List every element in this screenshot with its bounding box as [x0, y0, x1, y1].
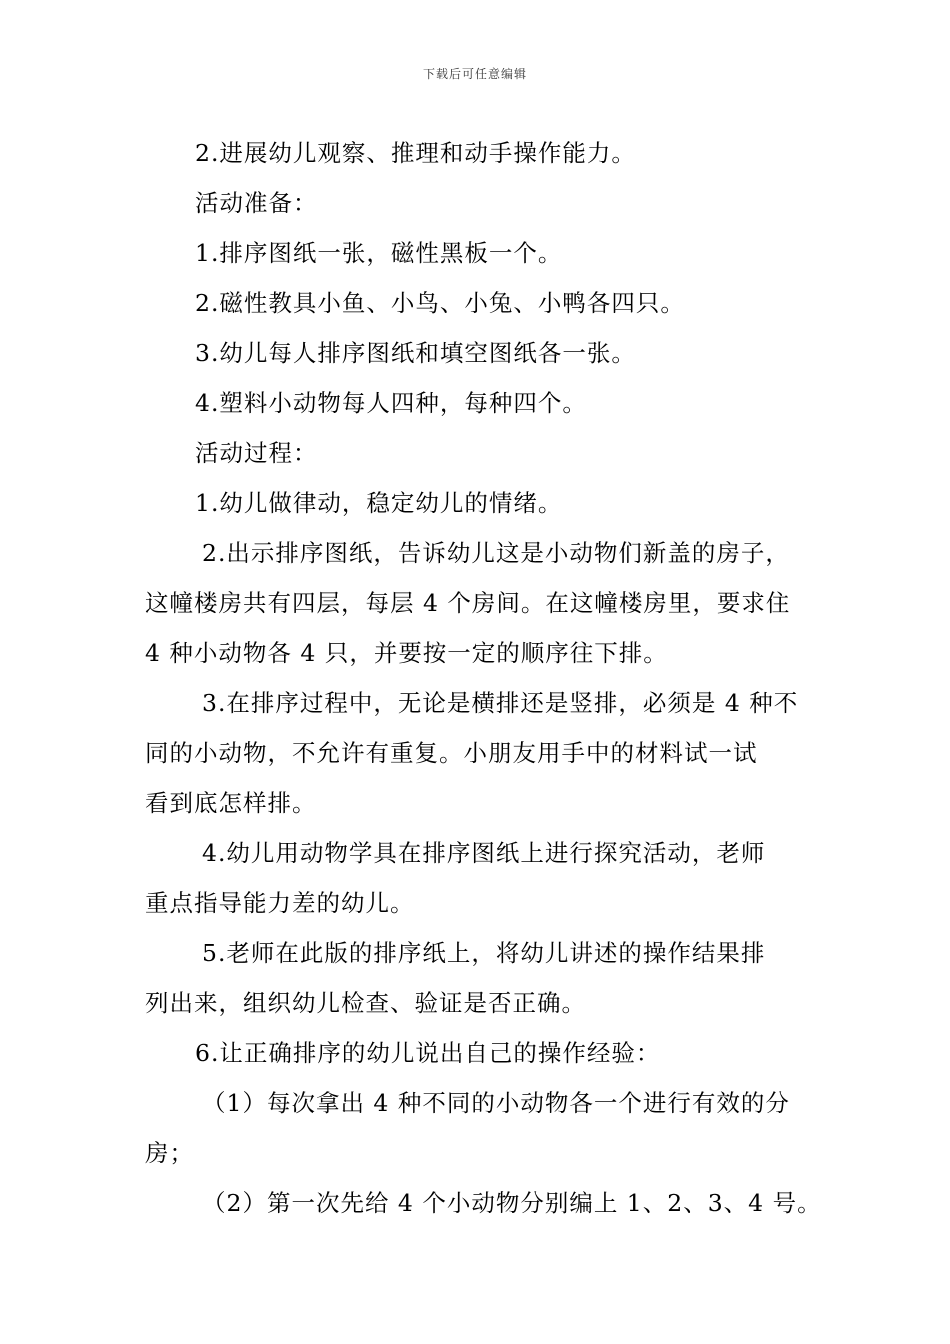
paragraph-line: 同的小动物，不允许有重复。小朋友用手中的材料试一试 [145, 739, 758, 767]
paragraph-line: （2）第一次先给 4 个小动物分别编上 1、2、3、4 号。 [202, 1189, 822, 1217]
paragraph-line: 房； [145, 1139, 194, 1167]
paragraph-line: 重点指导能力差的幼儿。 [145, 889, 415, 917]
paragraph-line: （1）每次拿出 4 种不同的小动物各一个进行有效的分 [202, 1089, 790, 1117]
paragraph-line: 3.在排序过程中，无论是横排还是竖排，必须是 4 种不 [202, 689, 799, 717]
section-heading: 活动过程： [195, 439, 318, 467]
paragraph-line: 1.幼儿做律动，稳定幼儿的情绪。 [195, 489, 563, 517]
paragraph-line: 6.让正确排序的幼儿说出自己的操作经验： [195, 1039, 661, 1067]
paragraph-line: 这幢楼房共有四层，每层 4 个房间。在这幢楼房里，要求住 [145, 589, 791, 617]
paragraph-line: 1.排序图纸一张，磁性黑板一个。 [195, 239, 563, 267]
paragraph-line: 2.出示排序图纸，告诉幼儿这是小动物们新盖的房子， [202, 539, 790, 567]
paragraph-line: 看到底怎样排。 [145, 789, 317, 817]
page-header: 下载后可任意编辑 [422, 67, 527, 81]
paragraph-line: 5.老师在此版的排序纸上，将幼儿讲述的操作结果排 [202, 939, 766, 967]
paragraph-line: 2.进展幼儿观察、推理和动手操作能力。 [195, 139, 636, 167]
paragraph-line: 3.幼儿每人排序图纸和填空图纸各一张。 [195, 339, 636, 367]
paragraph-line: 4 种小动物各 4 只，并要按一定的顺序往下排。 [145, 639, 668, 667]
paragraph-line: 2.磁性教具小鱼、小鸟、小兔、小鸭各四只。 [195, 289, 685, 317]
section-heading: 活动准备： [195, 189, 318, 217]
paragraph-line: 列出来，组织幼儿检查、验证是否正确。 [145, 989, 586, 1017]
document-body [145, 128, 822, 1228]
paragraph-line: 4.塑料小动物每人四种，每种四个。 [195, 389, 587, 417]
paragraph-line: 4.幼儿用动物学具在排序图纸上进行探究活动，老师 [202, 839, 766, 867]
